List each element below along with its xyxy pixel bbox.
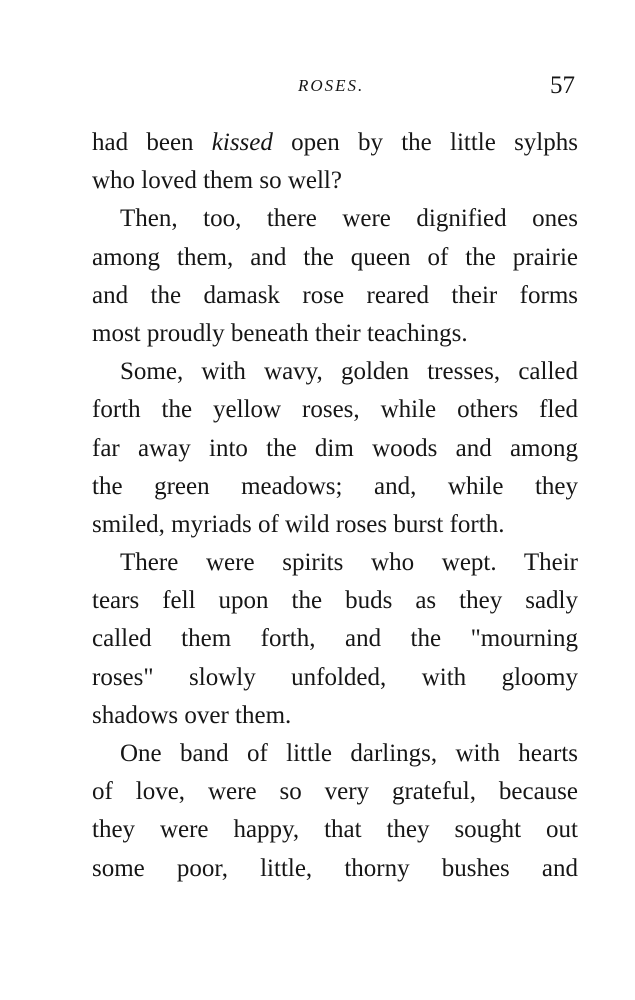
text-segment: had been [92, 129, 212, 156]
text-segment: open by the little sylphs [272, 129, 578, 156]
running-title: ROSES. [298, 76, 365, 95]
text-line: called them forth, and the "mourning [92, 625, 578, 653]
text-line: tears fell upon the buds as they sadly [92, 587, 578, 615]
text-line: most proudly beneath their teachings. [92, 319, 468, 347]
text-line: the green meadows; and, while they [92, 472, 578, 500]
text-line: of love, were so very grateful, because [92, 778, 578, 806]
text-line: who loved them so well? [92, 167, 342, 195]
text-line: Then, too, there were dignified ones [120, 205, 578, 233]
text-line: shadows over them. [92, 701, 292, 729]
text-line: roses" slowly unfolded, with gloomy [92, 663, 578, 691]
text-line: One band of little darlings, with hearts [120, 740, 578, 767]
text-line: Some, with wavy, golden tresses, called [120, 358, 578, 386]
text-line: smiled, myriads of wild roses burst forth. [92, 510, 505, 538]
text-line: among them, and the queen of the prairie [92, 243, 578, 271]
running-head [0, 72, 635, 102]
text-line: There were spirits who wept. Their [120, 549, 578, 577]
text-line: and the damask rose reared their forms [92, 281, 578, 309]
page-number: 57 [550, 72, 575, 99]
text-line: forth the yellow roses, while others fled [92, 396, 578, 424]
text-line [92, 124, 578, 162]
text-line: far away into the dim woods and among [92, 434, 578, 462]
text-line: they were happy, that they sought out [92, 816, 578, 844]
text-line: some poor, little, thorny bushes and [92, 854, 578, 882]
emphasized-word: kissed [211, 129, 273, 156]
body-text [92, 124, 578, 888]
